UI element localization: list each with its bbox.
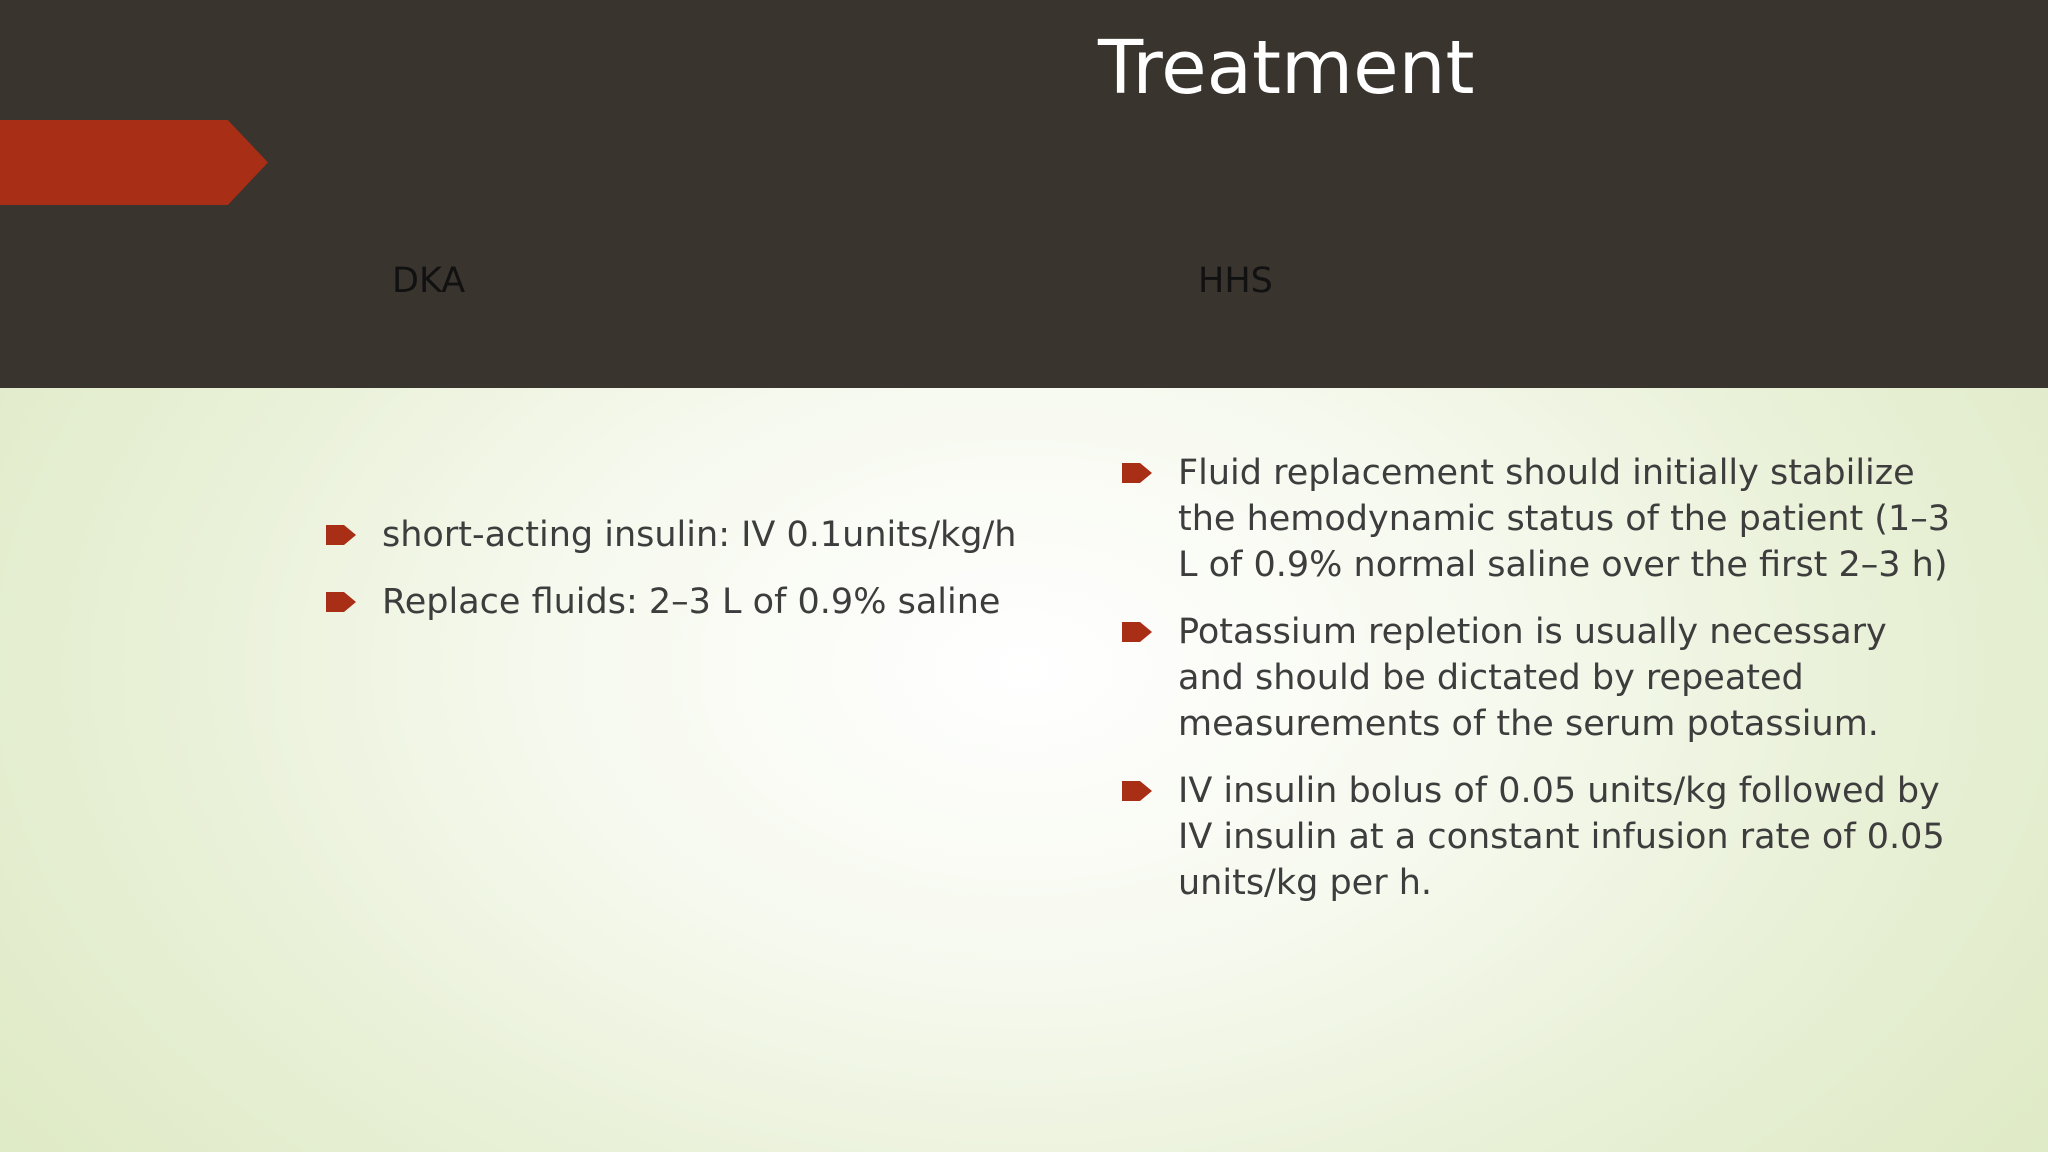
bullet-text: IV insulin bolus of 0.05 units/kg followed by IV insulin at a constant infusion rate of 0.05 units/kg per h.: [1178, 771, 1945, 903]
arrow-bullet-icon: [1122, 463, 1152, 483]
hhs-bullet-item: [1122, 768, 1952, 906]
slide-header: [0, 0, 2048, 388]
hhs-bullet-item: [1122, 450, 1952, 588]
slide-title: Treatment: [1098, 25, 1475, 111]
arrow-bullet-icon: [1122, 781, 1152, 801]
hhs-bullet-list: [1122, 450, 1952, 927]
arrow-bullet-icon: [326, 592, 356, 612]
bullet-text: Replace fluids: 2–3 L of 0.9% saline: [382, 582, 1001, 622]
arrow-bullet-icon: [1122, 622, 1152, 642]
dka-bullet-item: [326, 579, 1086, 625]
accent-arrow-shape: [0, 120, 268, 205]
arrow-bullet-icon: [326, 525, 356, 545]
dka-bullet-list: [326, 512, 1086, 646]
bullet-text: short-acting insulin: IV 0.1units/kg/h: [382, 515, 1017, 555]
bullet-text: Potassium repletion is usually necessary and should be dictated by repeated measurements of the serum potassium.: [1178, 612, 1887, 744]
column-heading-dka: DKA: [392, 261, 466, 301]
dka-bullet-item: [326, 512, 1086, 558]
hhs-bullet-item: [1122, 609, 1952, 747]
column-heading-hhs: HHS: [1198, 261, 1273, 301]
bullet-text: Fluid replacement should initially stabilize the hemodynamic status of the patient (1–3 L of 0.9% normal saline over the first 2–3 h): [1178, 453, 1950, 585]
